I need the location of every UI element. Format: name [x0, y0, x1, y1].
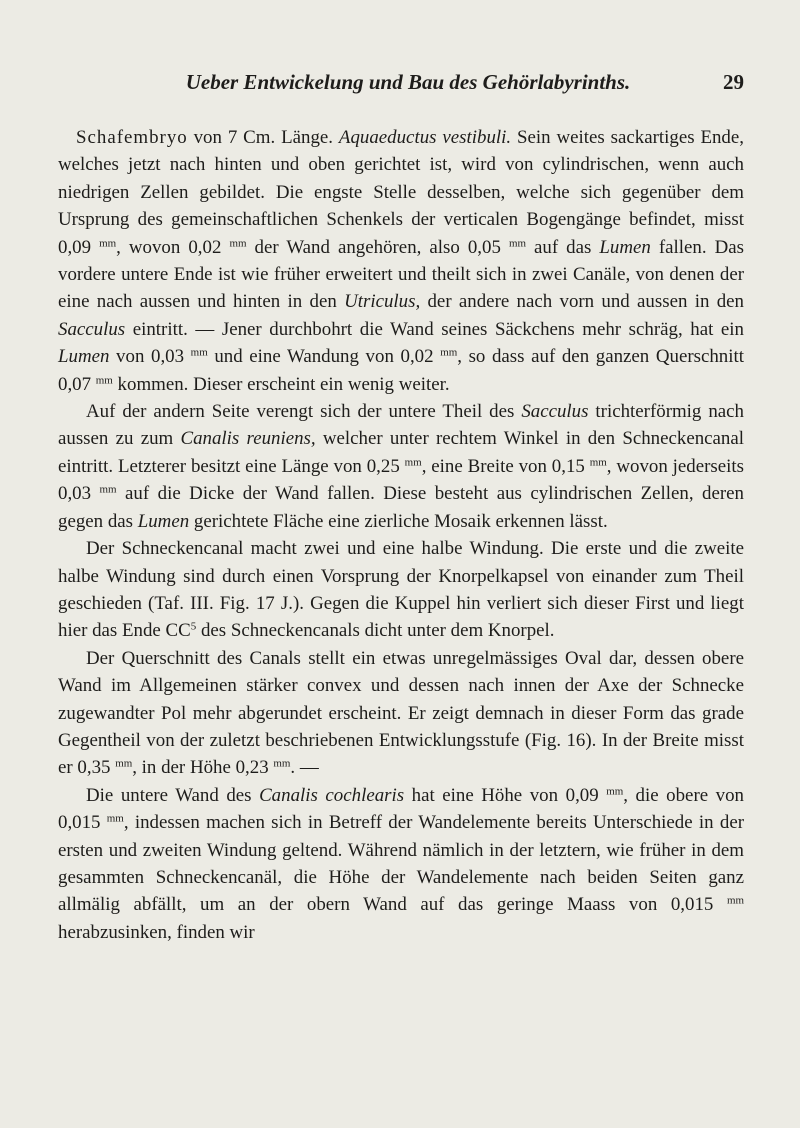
unit-superscript: mm	[589, 456, 607, 469]
text-run: welcher unter rechtem Winkel in den Schneckencanal eintritt. Letzterer besitzt eine Länge von 0,25	[58, 428, 744, 477]
unit-superscript: mm	[508, 237, 526, 250]
unit-superscript: mm	[95, 374, 113, 387]
text-run: von 0,03	[109, 346, 191, 368]
text-run: der Wand angehören, also 0,05	[246, 236, 509, 258]
running-header	[58, 70, 758, 100]
italic-term: Canalis cochlearis	[259, 784, 405, 806]
text-run: Die untere Wand des	[86, 784, 260, 806]
text-run: , so dass auf den ganzen Querschnitt 0,07	[58, 346, 744, 395]
text-run: , in der Höhe 0,23	[132, 757, 274, 779]
paragraph	[58, 645, 744, 782]
paragraph	[58, 535, 744, 645]
text-run: , die obere von 0,015	[58, 784, 744, 834]
text-run: gerichtete Fläche eine zierliche Mosaik erkennen lässt.	[189, 510, 608, 532]
text-run: Schafembryo von 7 Cm. Länge.	[76, 127, 339, 148]
text-run: trichterförmig nach aussen zu zum	[58, 401, 744, 450]
paragraph	[58, 124, 744, 398]
text-run: auf die Dicke der Wand fallen. Diese besteht aus cylindrischen Zellen, deren gegen das	[58, 483, 744, 532]
text-run: Sein weites sackartiges Ende, welches jetzt nach hinten und oben gerichtet ist, wird von cylindrischen, wenn auch niedrigen Zellen gebildet. Die engste Stelle desselben, welche sich gegenüber dem Ursprung des gemeinschaftlichen Schenkels der verticalen Bogengänge befindet, misst 0,09	[58, 127, 744, 258]
spaced-lead: Schafembryo	[76, 127, 188, 148]
text-run: Auf der andern Seite verengt sich der untere Theil des	[86, 401, 522, 423]
italic-term: Lumen	[599, 236, 651, 258]
unit-superscript: mm	[273, 757, 291, 770]
text-run: kommen. Dieser erscheint ein wenig weiter.	[112, 373, 450, 395]
text-run: , wovon 0,02	[116, 236, 230, 258]
unit-superscript: mm	[229, 237, 247, 250]
unit-superscript: mm	[440, 346, 458, 359]
page-number: 29	[723, 70, 744, 94]
italic-term: Lumen	[137, 510, 190, 532]
text-run: . —	[290, 757, 319, 779]
italic-term: Sacculus	[58, 318, 126, 340]
paragraph	[58, 398, 744, 535]
text-run: des Schneckencanals dicht unter dem Knorpel.	[196, 620, 555, 642]
text-run: fallen. Das vordere untere Ende ist wie früher erweitert und theilt sich in zwei Canäle, von denen der eine nach aussen und hinten in den	[58, 236, 745, 313]
body-text	[58, 124, 744, 946]
text-run: Der Querschnitt des Canals stellt ein etwas unregelmässiges Oval dar, dessen obere Wand im Allgemeinen stärker convex und dessen nach innen der Axe der Schnecke zugewandter Pol mehr abgerundet erscheint. Er zeigt demnach in dieser Form das grade Gegentheil von der zuletzt beschriebenen Entwicklungsstufe (Fig. 16). In der Breite misst er 0,35	[58, 647, 744, 779]
text-run: der andere nach vorn und aussen in den	[420, 291, 744, 313]
text-run: , indessen machen sich in Betreff der Wandelemente bereits Unterschiede in der ersten und zweiten Windung geltend. Während nämlich in der letztern, wie früher in dem gesammten Schneckencanäl, die Höhe der Wandelemente nach beiden Seiten ganz allmälig abfällt, um an der obern Wand auf das geringe Maass von 0,015	[58, 812, 744, 916]
italic-term: Utriculus,	[344, 291, 421, 313]
italic-term: Canalis reuniens,	[180, 428, 316, 450]
italic-term: Sacculus	[521, 401, 589, 423]
text-run: Der Schneckencanal macht zwei und eine halbe Windung. Die erste und die zweite halbe Windung sind durch einen Vorsprung der Knorpelkapsel von einander zum Theil geschieden (Taf. III. Fig. 17 J.). Gegen die Kuppel hin verliert sich dieser First und liegt hier das Ende CC	[58, 538, 744, 642]
running-title: Ueber Entwickelung und Bau des Gehörlabyrinths.	[185, 70, 631, 94]
unit-superscript: mm	[99, 237, 117, 250]
italic-term: Lumen	[58, 346, 110, 368]
text-run: , eine Breite von 0,15	[421, 455, 590, 477]
text-run: auf das	[526, 236, 600, 258]
text-run: und eine Wandung von 0,02	[207, 346, 441, 368]
unit-superscript: mm	[190, 346, 208, 359]
unit-superscript: mm	[606, 785, 624, 798]
unit-superscript: mm	[99, 483, 117, 496]
text-run: hat eine Höhe von 0,09	[404, 784, 607, 806]
unit-superscript: mm	[106, 812, 124, 825]
paragraph	[58, 782, 744, 946]
text-run: , wovon jederseits 0,03	[58, 455, 744, 505]
unit-superscript: 5	[190, 620, 197, 633]
unit-superscript: mm	[404, 456, 422, 469]
unit-superscript: mm	[115, 757, 133, 770]
italic-term: Aquaeductus vestibuli.	[338, 127, 512, 148]
unit-superscript: mm	[726, 894, 744, 907]
text-run: eintritt. — Jener durchbohrt die Wand seines Säckchens mehr schräg, hat ein	[125, 318, 744, 340]
text-run: herabzusinken, finden wir	[58, 921, 255, 943]
